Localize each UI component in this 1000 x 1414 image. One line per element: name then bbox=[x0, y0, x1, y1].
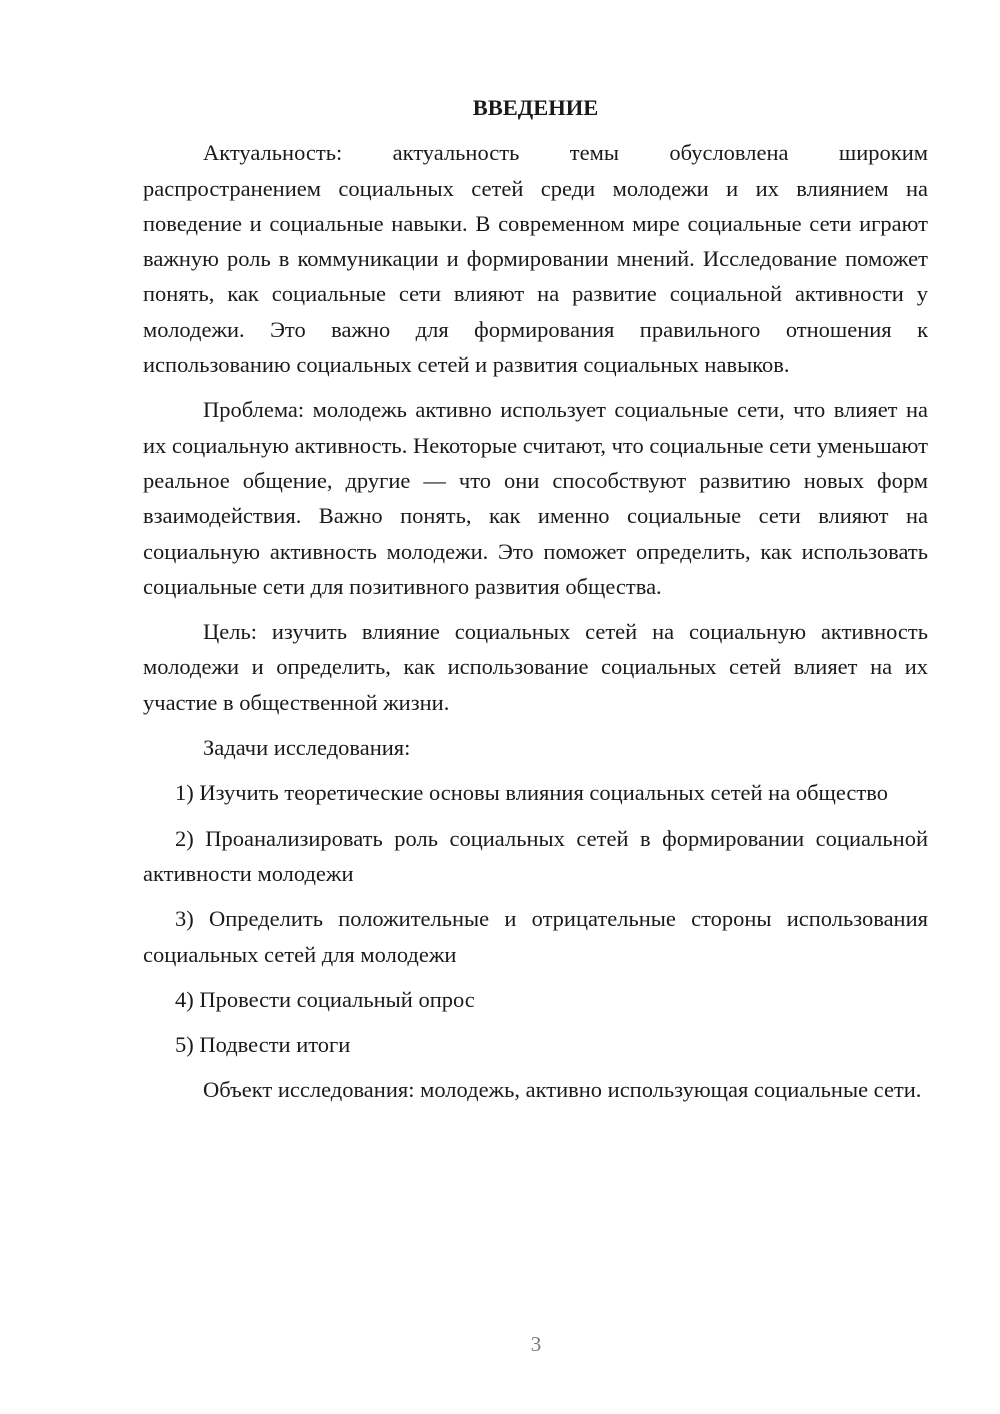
relevance-paragraph: Актуальность: актуальность темы обусловлена широким распространением социальных сетей среди молодежи и их влиянием на поведение и социальные навыки. В современном мире социальные сети играют важную роль в коммуникации и формировании мнений. Исследование поможет понять, как социальные сети влияют на развитие социальной активности у молодежи. Это важно для формирования правильного отношения к использованию социальных сетей и развития социальных навыков. bbox=[143, 140, 928, 378]
task-item-1: 1) Изучить теоретические основы влияния социальных сетей на общество bbox=[175, 780, 888, 806]
page-title: ВВЕДЕНИЕ bbox=[472, 95, 599, 120]
tasks-heading: Задачи исследования: bbox=[203, 735, 411, 761]
object-paragraph: Объект исследования: молодежь, активно использующая социальные сети. bbox=[203, 1077, 922, 1103]
task-item-4: 4) Провести социальный опрос bbox=[175, 986, 475, 1012]
goal-paragraph: Цель: изучить влияние социальных сетей на социальную активность молодежи и определить, как использование социальных сетей влияет на их участие в общественной жизни. bbox=[143, 619, 928, 715]
page-number: 3 bbox=[530, 1332, 542, 1356]
document-page bbox=[143, 90, 928, 1118]
task-item-3: 3) Определить положительные и отрицательные стороны использования социальных сетей для молодежи bbox=[143, 906, 928, 967]
task-item-2: 2) Проанализировать роль социальных сетей в формировании социальной активности молодежи bbox=[143, 825, 928, 886]
problem-paragraph: Проблема: молодежь активно использует социальные сети, что влияет на их социальную активность. Некоторые считают, что социальные сети уменьшают реальное общение, другие — что они способствуют развитию новых форм взаимодействия. Важно понять, как именно социальные сети влияют на социальную активность молодежи. Это поможет определить, как использовать социальные сети для позитивного развития общества. bbox=[143, 397, 928, 599]
task-item-5: 5) Подвести итоги bbox=[175, 1032, 351, 1058]
